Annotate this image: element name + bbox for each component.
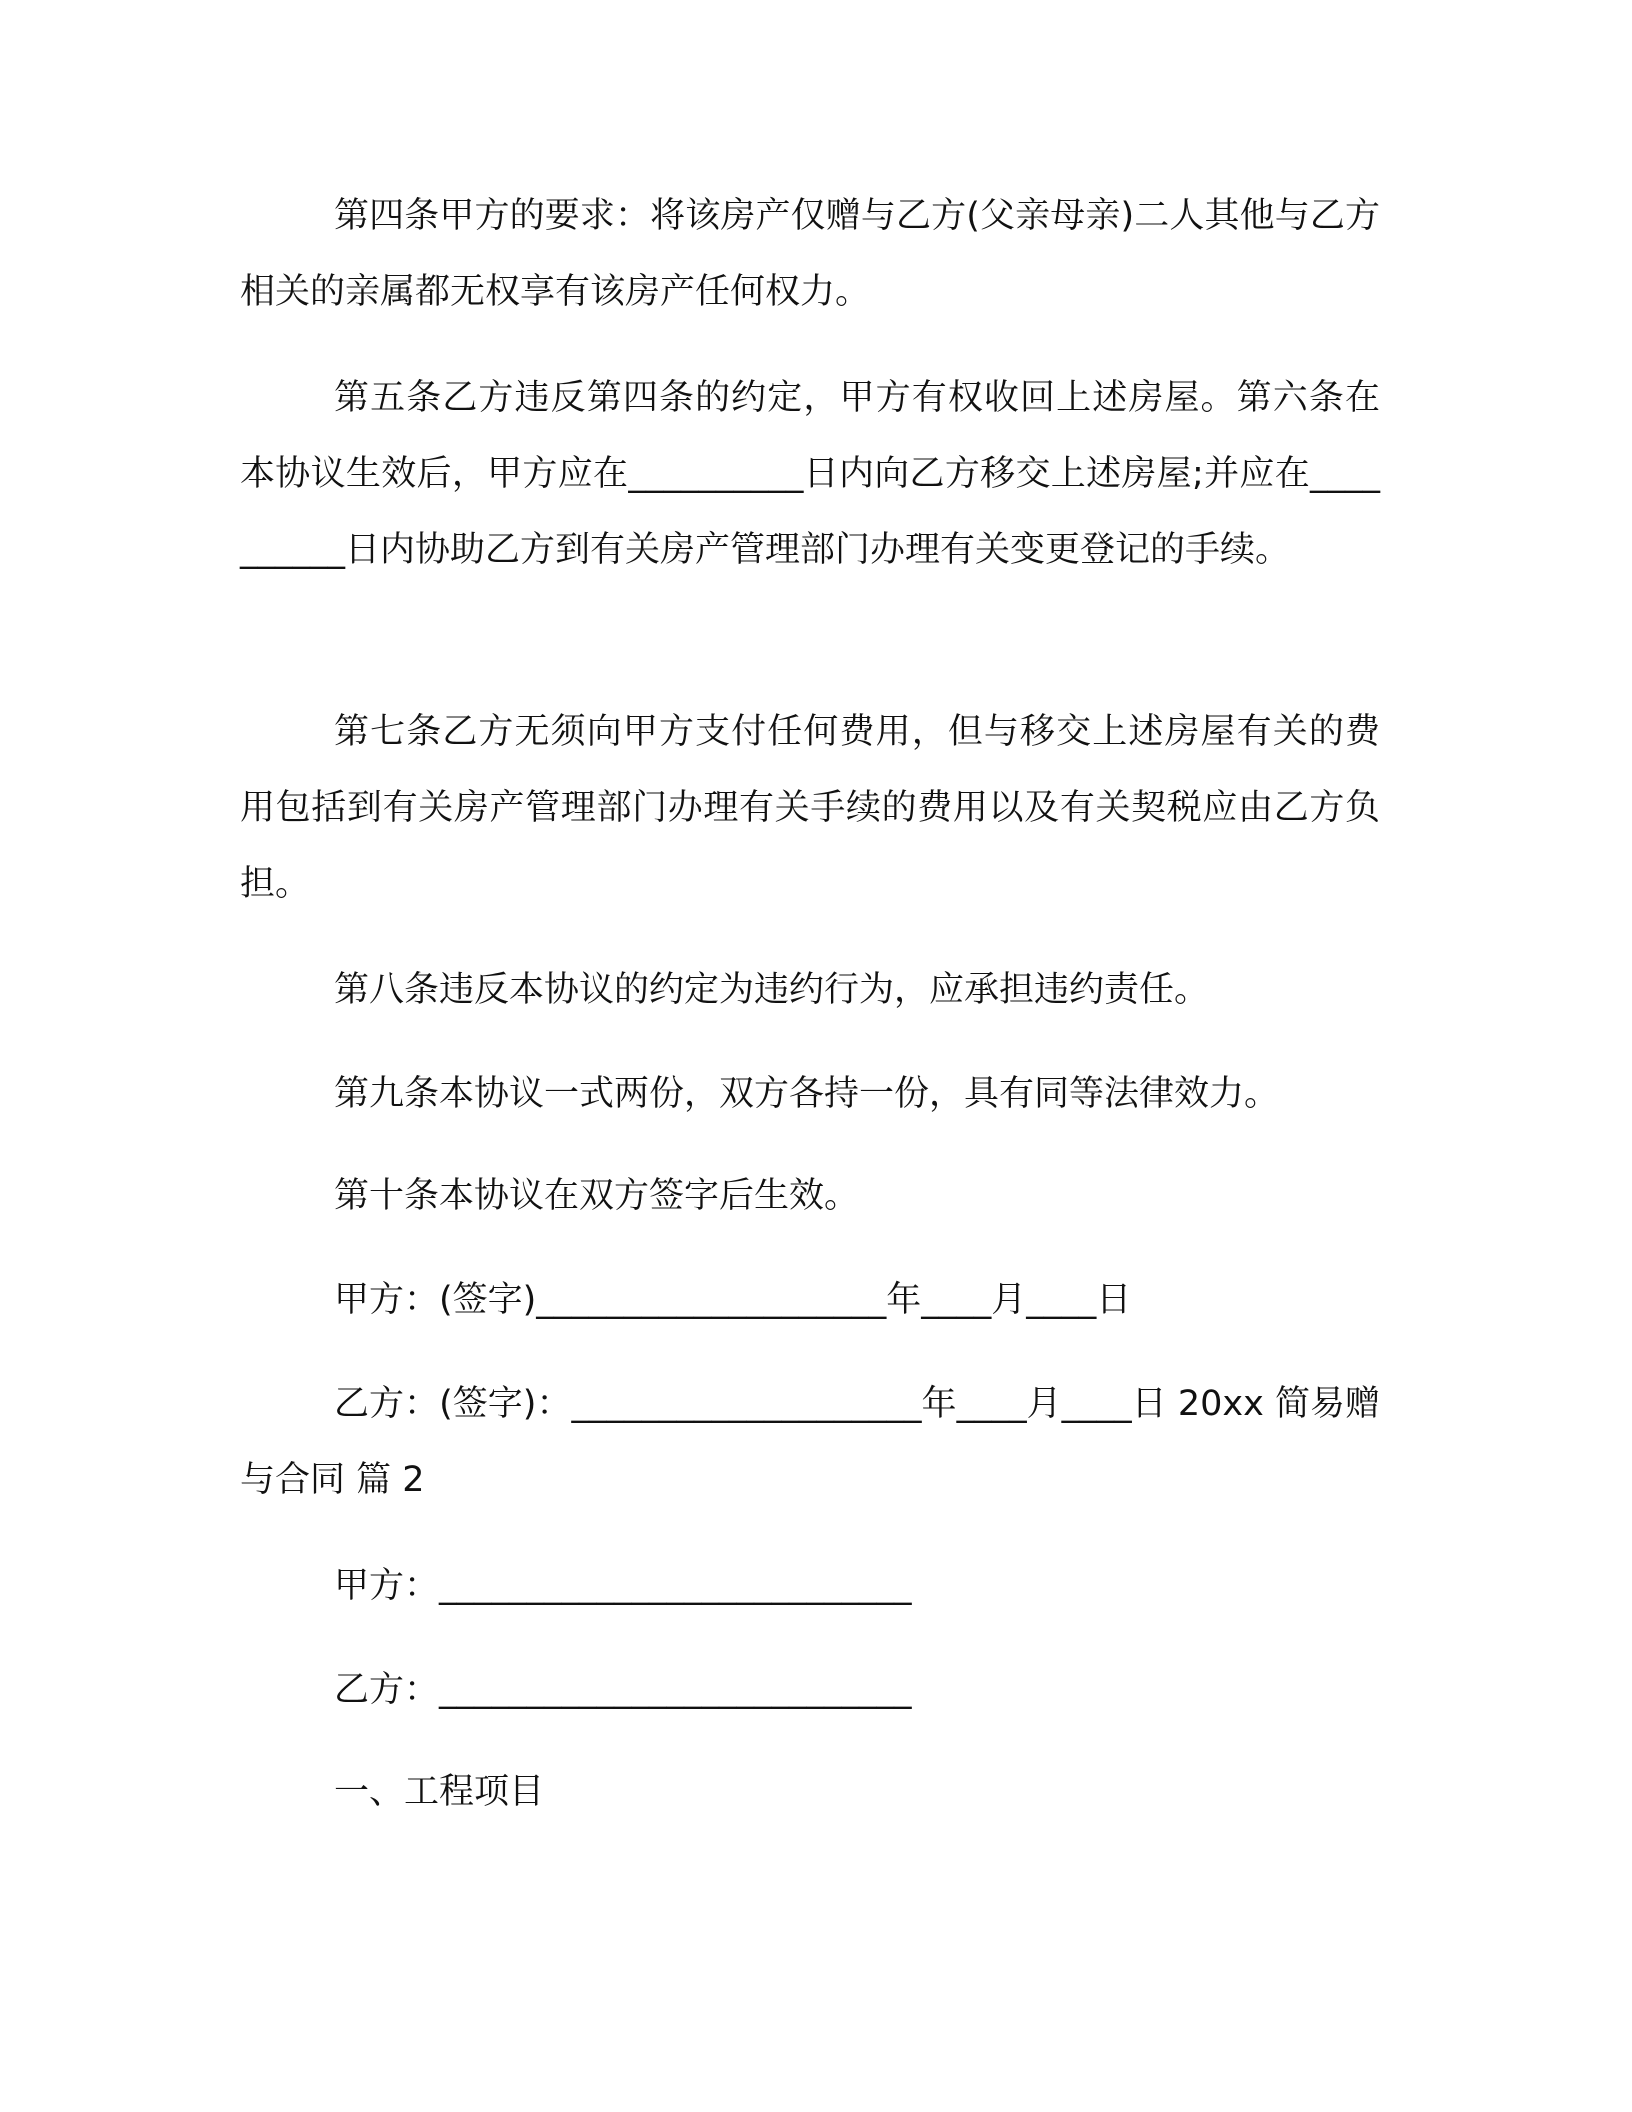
article-5-6-paragraph: 第五条乙方违反第四条的约定，甲方有权收回上述房屋。第六条在本协议生效后，甲方应在__________日内向乙方移交上述房屋;并应在__________日内协助乙方到有关房产管理部门办理有关变更登记的手续。 (240, 378, 1380, 570)
party-b-line: 乙方：___________________________ (334, 1670, 912, 1710)
party-b-signature-line: 乙方：(签字)：____________________年____月____日 20xx 简易赠与合同 篇 2 (240, 1384, 1380, 1500)
article-9-paragraph: 第九条本协议一式两份，双方各持一份，具有同等法律效力。 (334, 1074, 1280, 1114)
party-a-line: 甲方：___________________________ (334, 1566, 912, 1606)
article-8-paragraph: 第八条违反本协议的约定为违约行为，应承担违约责任。 (334, 970, 1210, 1010)
article-7-paragraph: 第七条乙方无须向甲方支付任何费用，但与移交上述房屋有关的费用包括到有关房产管理部门办理有关手续的费用以及有关契税应由乙方负担。 (240, 712, 1380, 904)
article-4-paragraph: 第四条甲方的要求：将该房产仅赠与乙方(父亲母亲)二人其他与乙方相关的亲属都无权享有该房产任何权力。 (240, 196, 1380, 312)
party-a-signature-line: 甲方：(签字)____________________年____月____日 (334, 1280, 1132, 1320)
article-10-paragraph: 第十条本协议在双方签字后生效。 (334, 1176, 860, 1216)
section-heading-project: 一、工程项目 (334, 1772, 545, 1812)
